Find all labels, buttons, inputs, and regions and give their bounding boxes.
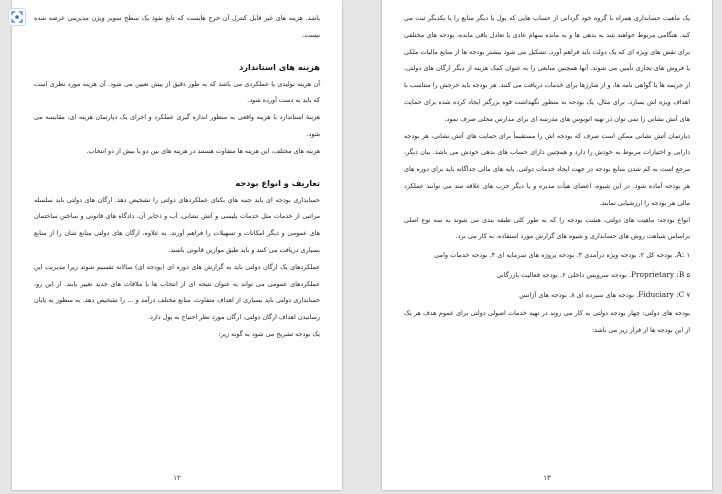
page-12-content [34, 10, 320, 466]
paragraph: هزینه های مختلف، این هزینه ها متفاوت هستند در هزینه های بین دو یا بیش از دو انتخاب. [86, 146, 320, 155]
paragraph: یک ماهیت حسابداری همراه با گروه خود گردانی از حساب هایی که پول یا دیگر منابع را با یکدیگر ثبت می کند. هنگامی مربوط خواهند شد به بدهی ها و به مانده سهام عادی یا تعادل باقی مانده، بودجه های مختلفی برای نقش های ویژه ای که یک دولت باید فراهم آورد، تشکیل می شود بیشتر بودجه ها از منابع مالیات ملکی یا فروش های تجاری تأمین می شوند. آنها همچنین منابعی را به عنوان کمک هزینه از دیگر ارگان های دولتی، از جریمه ها یا گواهی نامه ها، و از شارژها برای خدمات دریافت می کنند. هر بودجه باید خرجش را متناسب با اهداف ویژه اش بسازد. برای مثال، یک بودجه به منظور نگهداشت قوه بزرگتر ایجاد کرده شده برای حمایت های آتش نشانی را نمی توان در تهیه اتوبوس های مدرسه ای برای مدارس محلی صرف نمود. [404, 14, 690, 123]
paragraph-intro: باشد. هزینه های غیر قابل کنترل آن خرج هایست که تابع نفوذ یک سطح سوپر ویژن مدیریتی عرضه شده نیست. [34, 14, 320, 39]
image-search-icon [11, 11, 23, 23]
paragraph: عملکردهای یک ارگان دولتی باید به گزارش های دوره ای (بودجه ای) سالانه تقسیم شوند زیرا مدیریت این عملکردهای عمومی می تواند به عنوان نتیجه ای از انتخاب ها با ملاقات های جدید تغییر یابند. از این رو، حسابداری دولتی باید بسیاری از اهداف متفاوت، منابع مختلف درآمد و ... را تشخیص دهد. به منظور به پایان رسانیدن اهداف ارگان دولتی، ارگان مورد نظر احتیاج به پول دارد. [34, 262, 320, 322]
list-text: ۱. بودجه کل ۲. بودجه ویژه درآمدی ۳. بودجه پروژه های سرمایه ای ۴. بودجه خدمات وامی [434, 251, 690, 260]
heading-standard-costs: هزینه های استاندارد [239, 61, 320, 72]
list-label: Fiduciary :C [638, 290, 685, 300]
list-text: ۵. بودجه سرویس داخلی ۶. بودجه فعالیت بازرگانی [496, 271, 690, 280]
document-page-13 [382, 0, 712, 490]
list-item [404, 285, 690, 305]
image-search-button[interactable] [8, 8, 26, 26]
heading-budget-definitions: تعاریف و انواع بودجه [235, 177, 320, 188]
document-page-12 [12, 0, 342, 490]
page-number: ۱۳ [543, 474, 551, 482]
paragraph: حسابداری بودجه ای باید جنبه های بکنای عملکردهای دولتی را تشخیص دهد. ارگان های دولتی باید سلسله مراتبی از خدمات مثل خدمات پلیسی و آتش نشانی، آب و ذخایر آن، دادگاه های قانونی و ساختن ساختمان های عمومی و دیگر امکانات و تسهیلات را فراهم آورند. به علاوه، ارگان های دولتی منابع شان را از منابع بسیاری دریافت می کنند و باید طبق موازین قانونی باشند. [34, 195, 320, 254]
list-label: Proprietary :B [631, 270, 685, 280]
page-13-content [404, 10, 690, 466]
page-number: ۱۲ [173, 474, 181, 482]
list-item [404, 265, 690, 285]
list-label: A: [676, 250, 685, 260]
list-item [404, 245, 690, 265]
paragraph: بودجه های دولتی: چهار بودجه دولتی به کار می روند در تهیه خدمات اصولی دولتی برای عموم هدف هر یک از این بودجه ها از قرار زیر می باشد: [404, 309, 690, 334]
paragraph: آن هزینه تولیدی یا عملکردی می باشد که به طور دقیق از پیش تعیین می شود. آن هزینه مورد نظری است که باید به دست آورده شود. [34, 79, 320, 105]
paragraph: یک بودجه تشریح می شود به گونه زیر: [218, 329, 320, 338]
list-text: ۷. بودجه های سپرده ای ۸. بودجه های آژانس [519, 291, 690, 300]
paragraph: انواع بودجه: ماهیت های دولتی، هشت بودجه را که به طور کلی طبقه بندی می شوند به سه نوع اصلی براساس شباهت روش های حسابداری و شیوه های گزارش مورد استفاده، به کار می برد. [404, 215, 690, 241]
paragraph: دپارتمان آتش نشانی ممکن است صرف که بودجه اش را مستقیماً برای حمایت های آتش نشانی، هر بودجه دارایی و اختیارات مربوط به خودش را دارد و همچنین دارای حساب های بدهی خودش می باشد. بیان دیگر، مرجع است به کم شدن منابع بودجه در جهت ایجاد خدمات دولتی. پایه های مالی جداگانه باید برای دوره های هر بودجه آماده شود. در این شیوه، اعضای هیأت مدیره و یا دیگر حزب های علاقه مند می توانند عملکرد مالی هر بودجه را ارزشیابی نمایند. [404, 131, 690, 207]
paragraph: هزینهٔ استاندارد با هزینه واقعی به منظور اندازه گیری عملکرد و اجرای یک دپارتمان هزینه ای، مقایسه می شود. [34, 113, 320, 138]
